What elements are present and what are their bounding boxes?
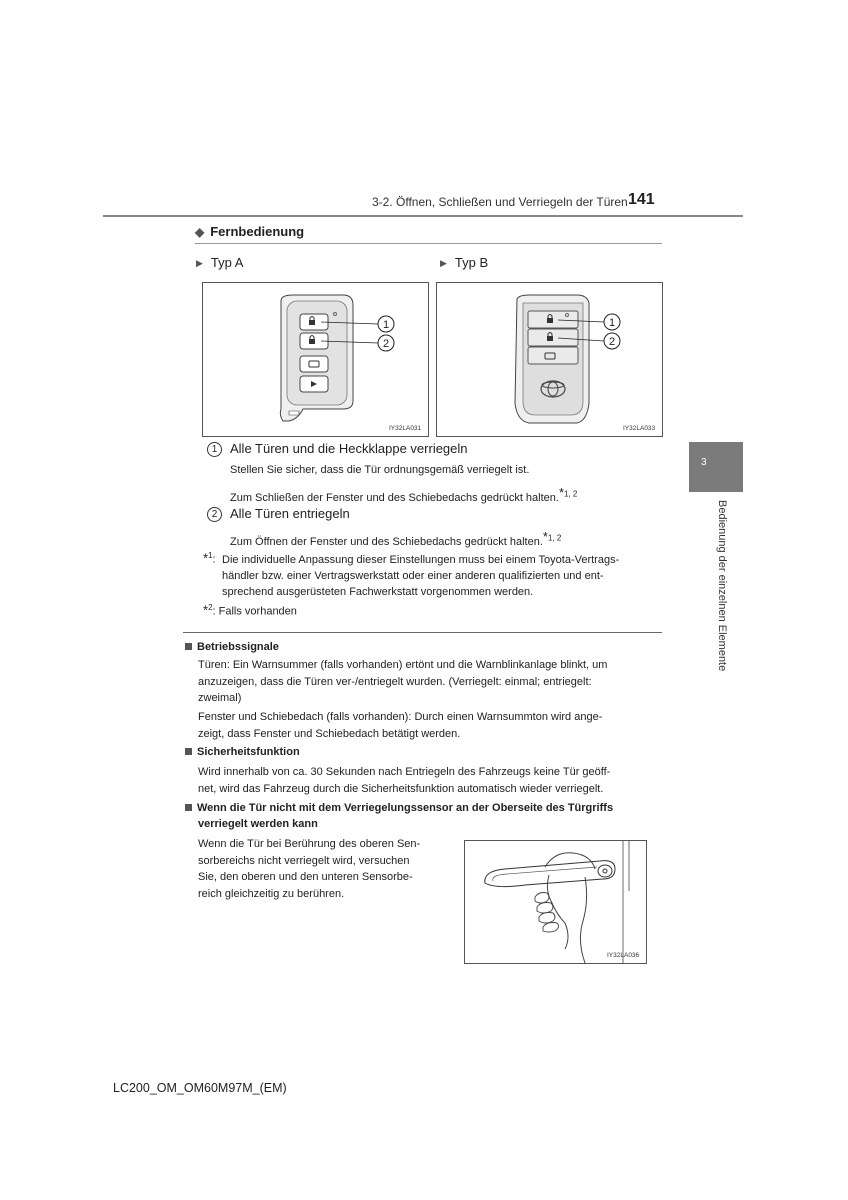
type-a-label: ▶ Typ A xyxy=(196,255,244,270)
betriebssignale-heading: Betriebssignale xyxy=(185,641,279,653)
triangle-right-icon: ▶ xyxy=(440,258,447,268)
item-1-number: 1 xyxy=(207,442,222,457)
key-fob-b-drawing xyxy=(437,283,662,436)
sicherheit-paragraph: Wird innerhalb von ca. 30 Sekunden nach Entriegeln des Fahrzeugs keine Tür geöff- net, wird das Fahrzeug durch die Sicherheitsfunktion automatisch wieder verriegelt. xyxy=(198,766,611,795)
callout-1-b: 1 xyxy=(608,317,616,329)
sensor-paragraph: Wenn die Tür bei Berührung des oberen Sen- sorbereichs nicht verriegelt wird, versuchen Sie, den oberen und den unteren Sensorbe- reich gleichzeitig zu berühren. xyxy=(198,838,421,900)
page-number: 141 xyxy=(628,191,655,208)
footnote-2: *$^2$: Falls vorhanden xyxy=(203,602,297,618)
item-1-title: 1 Alle Türen und die Heckklappe verriegeln xyxy=(207,441,468,457)
key-fob-type-a-illustration xyxy=(202,282,429,437)
chapter-number: 3 xyxy=(701,457,707,468)
image-a-code: IY32LA031 xyxy=(389,425,422,432)
callout-2-a: 2 xyxy=(382,338,390,350)
door-handle-drawing xyxy=(465,841,646,963)
section-divider xyxy=(195,243,662,244)
section-divider-2 xyxy=(183,632,662,633)
section-title: Fernbedienung xyxy=(210,224,305,239)
key-fob-type-b-illustration xyxy=(436,282,663,437)
item-1-footnote-ref: 1, 2 xyxy=(564,489,578,499)
betriebssignale-paragraph-2: Fenster und Schiebedach (falls vorhanden): Durch einen Warnsummton wird ange- zeigt, dass Fenster und Schiebedach betätigt werden. xyxy=(198,711,603,740)
diamond-icon: ◆ xyxy=(195,225,205,239)
item-2-title: 2 Alle Türen entriegeln xyxy=(207,506,350,522)
square-bullet-icon xyxy=(185,748,192,755)
key-fob-a-drawing xyxy=(203,283,428,436)
item-2-note-1: Zum Öffnen der Fenster und des Schiebedachs gedrückt halten.*$^{1, 2}$ xyxy=(230,529,562,548)
sensor-heading: Wenn die Tür nicht mit dem Verriegelungssensor an der Oberseite des Türgriffs verriegelt werden kann xyxy=(185,800,660,832)
footnote-1-text: Die individuelle Anpassung dieser Einstellungen muss bei einem Toyota-Vertrags- händler bzw. einer Vertragswerkstatt oder einer anderen qualifizierten und ent- sprechend ausgerüsteten Fachwerkstatt vorgenommen werden. xyxy=(222,554,620,598)
running-header-title: 3-2. Öffnen, Schließen und Verriegeln der Türen xyxy=(372,195,628,209)
section-heading xyxy=(195,224,304,239)
item-2-number: 2 xyxy=(207,507,222,522)
chapter-title: Bedienung der einzelnen Elemente xyxy=(716,500,728,672)
square-bullet-icon xyxy=(185,804,192,811)
header-divider xyxy=(103,215,743,217)
sicherheit-heading: Sicherheitsfunktion xyxy=(185,746,300,758)
image-b-code: IY32LA033 xyxy=(623,425,656,432)
chapter-tab xyxy=(689,442,743,492)
door-image-code: IY32LA036 xyxy=(607,952,640,959)
document-code: LC200_OM_OM60M97M_(EM) xyxy=(113,1081,287,1095)
door-handle-illustration xyxy=(464,840,647,964)
item-1-note-1: Stellen Sie sicher, dass die Tür ordnungsgemäß verriegelt ist. xyxy=(230,464,530,476)
callout-2-b: 2 xyxy=(608,336,616,348)
triangle-right-icon: ▶ xyxy=(196,258,203,268)
footnote-1-marker: *$^1$: xyxy=(203,550,216,566)
callout-1-a: 1 xyxy=(382,319,390,331)
type-b-label: ▶ Typ B xyxy=(440,255,489,270)
item-2-footnote-ref: 1, 2 xyxy=(547,533,562,543)
square-bullet-icon xyxy=(185,643,192,650)
item-1-note-2: Zum Schließen der Fenster und des Schiebedachs gedrückt halten.*$^{1, 2}$ xyxy=(230,485,578,504)
betriebssignale-paragraph-1: Türen: Ein Warnsummer (falls vorhanden) ertönt und die Warnblinkanlage blinkt, um anzuzeigen, dass die Türen ver-/entriegelt wurden. (Verriegelt: einmal; entriegelt: zweimal) xyxy=(198,659,608,704)
